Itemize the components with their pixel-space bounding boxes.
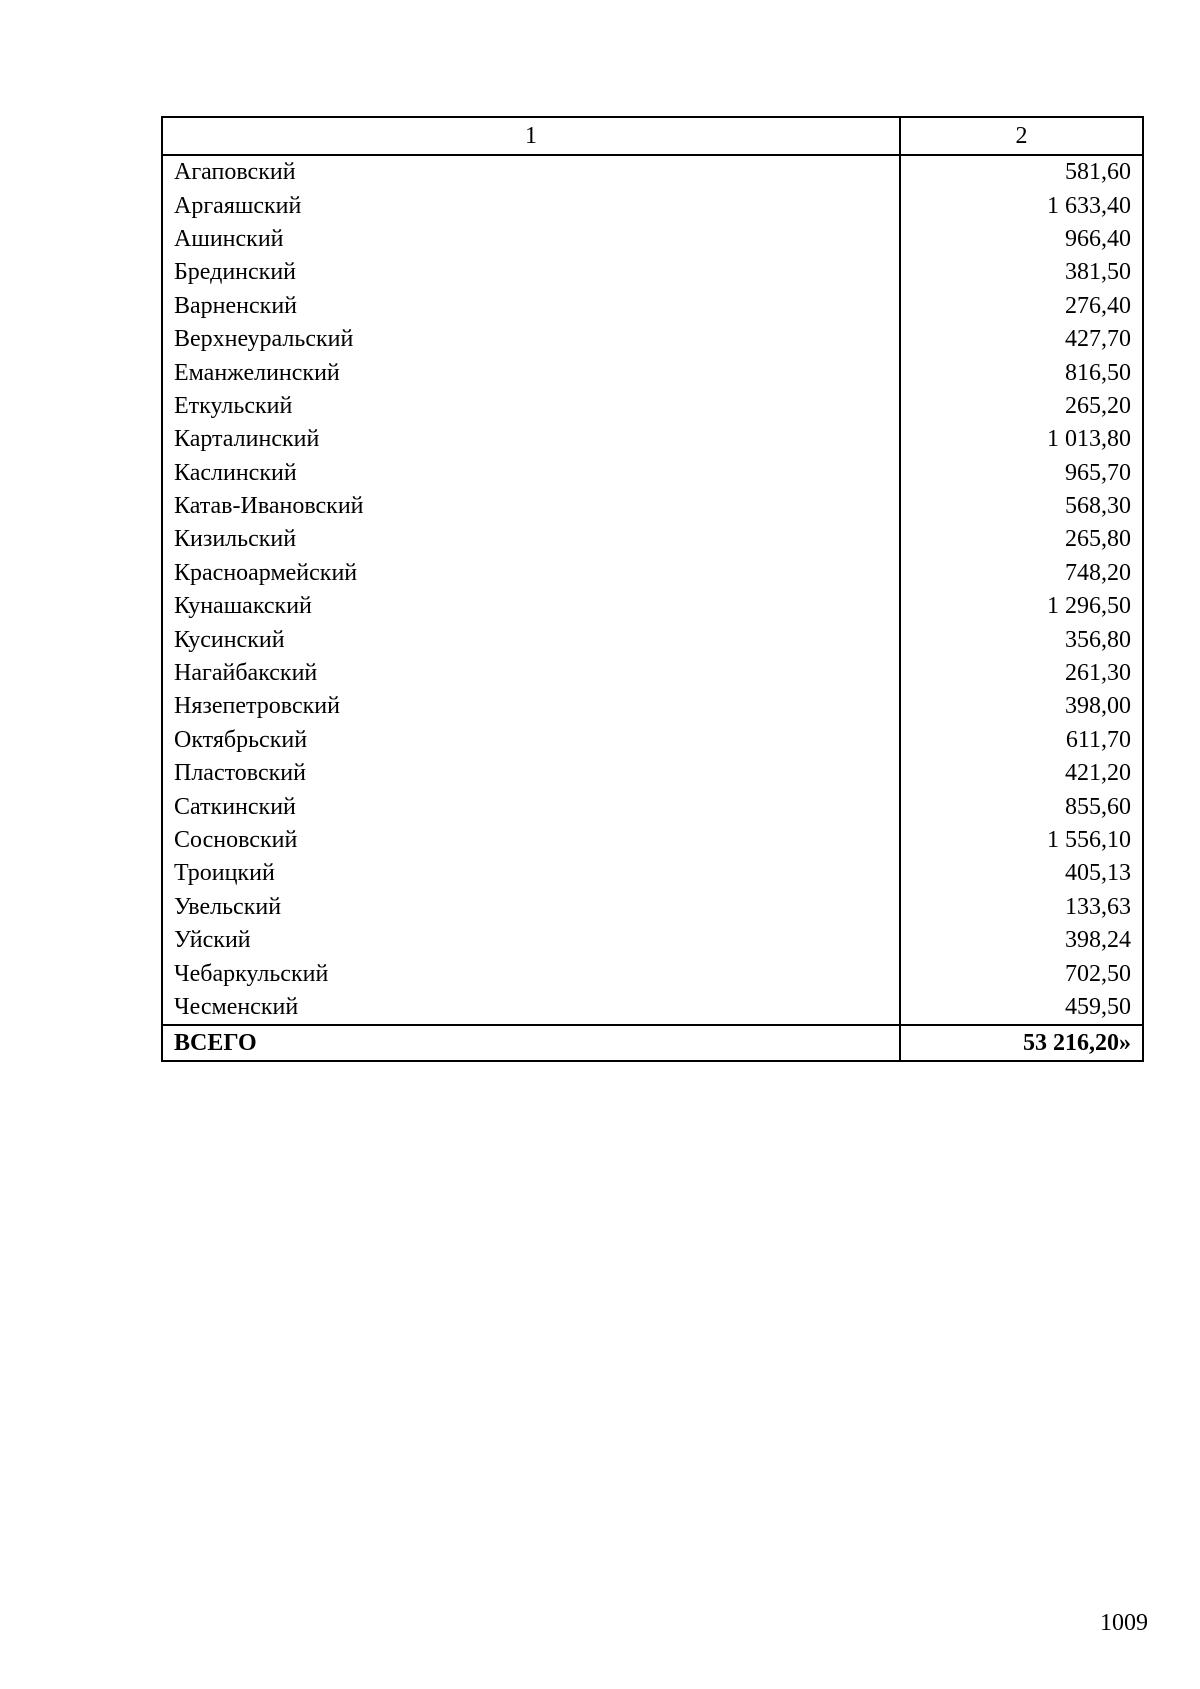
column-header-2: 2 [900, 117, 1143, 155]
table-body [162, 155, 1143, 1025]
district-value: 381,50 [900, 256, 1143, 289]
table-row [162, 189, 1143, 222]
table-row [162, 690, 1143, 723]
total-row [162, 1025, 1143, 1061]
district-name: Ашинский [162, 223, 900, 256]
district-value: 702,50 [900, 957, 1143, 990]
district-value: 265,80 [900, 523, 1143, 556]
district-name: Сосновский [162, 824, 900, 857]
table-row [162, 590, 1143, 623]
district-name: Красноармейский [162, 557, 900, 590]
district-name: Кунашакский [162, 590, 900, 623]
district-value: 1 633,40 [900, 189, 1143, 222]
district-value: 405,13 [900, 857, 1143, 890]
district-name: Еткульский [162, 390, 900, 423]
district-name: Кизильский [162, 523, 900, 556]
table-row [162, 924, 1143, 957]
district-name: Троицкий [162, 857, 900, 890]
district-name: Варненский [162, 290, 900, 323]
table-row [162, 991, 1143, 1025]
district-value: 748,20 [900, 557, 1143, 590]
table-row [162, 223, 1143, 256]
table-row [162, 557, 1143, 590]
district-name: Чесменский [162, 991, 900, 1025]
table-row [162, 323, 1143, 356]
district-name: Каслинский [162, 457, 900, 490]
district-name: Карталинский [162, 423, 900, 456]
district-value: 568,30 [900, 490, 1143, 523]
district-name: Чебаркульский [162, 957, 900, 990]
total-label: ВСЕГО [162, 1025, 900, 1061]
district-name: Саткинский [162, 790, 900, 823]
district-name: Пластовский [162, 757, 900, 790]
table-row [162, 423, 1143, 456]
district-value: 459,50 [900, 991, 1143, 1025]
table-row [162, 356, 1143, 389]
district-value: 855,60 [900, 790, 1143, 823]
table-row [162, 390, 1143, 423]
table-row [162, 155, 1143, 189]
district-value: 133,63 [900, 891, 1143, 924]
table-row [162, 891, 1143, 924]
district-name: Октябрьский [162, 724, 900, 757]
table-row [162, 457, 1143, 490]
district-value: 965,70 [900, 457, 1143, 490]
district-name: Кусинский [162, 623, 900, 656]
table-row [162, 490, 1143, 523]
district-value: 427,70 [900, 323, 1143, 356]
page-number: 1009 [1100, 1610, 1148, 1636]
table-row [162, 824, 1143, 857]
district-name: Брединский [162, 256, 900, 289]
table-row [162, 757, 1143, 790]
district-value: 581,60 [900, 155, 1143, 189]
table-row [162, 724, 1143, 757]
district-value: 1 296,50 [900, 590, 1143, 623]
district-value: 816,50 [900, 356, 1143, 389]
district-value: 276,40 [900, 290, 1143, 323]
district-name: Увельский [162, 891, 900, 924]
data-table [161, 116, 1144, 1062]
district-value: 421,20 [900, 757, 1143, 790]
table-row [162, 523, 1143, 556]
table-row [162, 790, 1143, 823]
district-value: 1 556,10 [900, 824, 1143, 857]
district-name: Агаповский [162, 155, 900, 189]
district-value: 356,80 [900, 623, 1143, 656]
district-value: 398,24 [900, 924, 1143, 957]
district-name: Уйский [162, 924, 900, 957]
district-name: Катав-Ивановский [162, 490, 900, 523]
district-name: Нагайбакский [162, 657, 900, 690]
district-value: 265,20 [900, 390, 1143, 423]
district-value: 966,40 [900, 223, 1143, 256]
district-name: Нязепетровский [162, 690, 900, 723]
column-header-1: 1 [162, 117, 900, 155]
table-row [162, 623, 1143, 656]
table-row [162, 256, 1143, 289]
district-value: 261,30 [900, 657, 1143, 690]
district-name: Еманжелинский [162, 356, 900, 389]
table-row [162, 957, 1143, 990]
district-name: Верхнеуральский [162, 323, 900, 356]
district-value: 611,70 [900, 724, 1143, 757]
district-name: Аргаяшский [162, 189, 900, 222]
district-value: 398,00 [900, 690, 1143, 723]
district-value: 1 013,80 [900, 423, 1143, 456]
table-row [162, 857, 1143, 890]
total-value: 53 216,20» [900, 1025, 1143, 1061]
table-row [162, 657, 1143, 690]
header-row [162, 117, 1143, 155]
table-row [162, 290, 1143, 323]
